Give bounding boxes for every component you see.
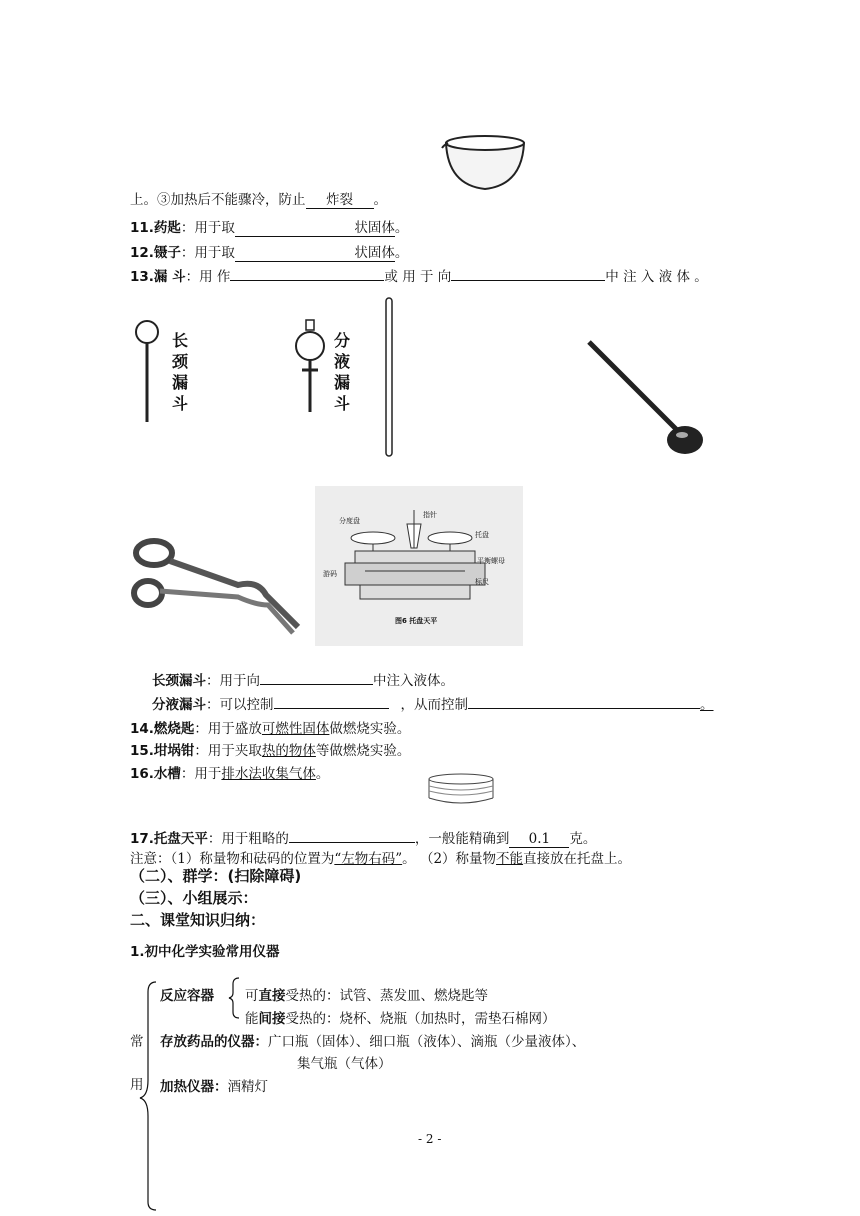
reaction-vessel-label: 反应容器 [160, 988, 214, 1004]
section-summary: 二、课堂知识归纳： [130, 911, 266, 929]
figure-caption: 图6 托盘天平 [395, 617, 438, 625]
heat-warning-line: 上。③加热后不能骤冷，防止 炸裂 。 [130, 188, 387, 209]
balance-figure [315, 486, 523, 646]
item-14: 14.燃烧匙：用于盛放可燃性固体做燃烧实验。 [130, 721, 411, 737]
small-brace [228, 976, 240, 1020]
indirect-heat-line: 能间接受热的：烧杯、烧瓶（加热时，需垫石棉网） [245, 1011, 556, 1027]
water-trough-image [427, 772, 495, 806]
subsection-instruments: 1.初中化学实验常用仪器 [130, 944, 280, 960]
item-12: 12.镊子：用于取 状固体。 [130, 241, 408, 262]
note-line: 注意：（1）称量物和砝码的位置为“左物右码”。 （2）称量物不能直接放在托盘上。 [130, 851, 632, 867]
item-17: 17.托盘天平：用于粗略的 ，一般能精确到 0.1 克。 [130, 831, 597, 847]
long-funnel-line: 长颈漏斗：用于向 中注入液体。 [152, 673, 454, 689]
side-char-1: 常 [130, 1034, 144, 1050]
glass-rod-image [384, 298, 396, 458]
direct-heat-line: 可直接受热的：试管、蒸发皿、燃烧匙等 [245, 988, 488, 1004]
heating-line: 加热仪器：酒精灯 [160, 1079, 268, 1095]
item-13: 13.漏 斗：用 作 或 用 于 向 中 注 入 液 体 。 [130, 269, 708, 285]
combustion-spoon-image [585, 338, 715, 463]
item-15: 15.坩埚钳：用于夹取热的物体等做燃烧实验。 [130, 743, 411, 759]
page-number: - 2 - [418, 1132, 442, 1146]
section-group-study: （二）、群学：(扫除障碍) [130, 867, 302, 885]
dial-label: 分度盘 [339, 517, 360, 525]
sep-funnel-line: 分液漏斗：可以控制 ，从而控制 。 [152, 697, 714, 713]
separatory-funnel-image [296, 318, 336, 418]
scale-label: 标尺 [475, 578, 489, 586]
evaporating-dish-image [440, 115, 530, 205]
storage-line: 存放药品的仪器：广口瓶（固体）、细口瓶（液体）、滴瓶（少量液体）、 [160, 1034, 586, 1050]
long-neck-funnel-image [133, 318, 173, 428]
item-16: 16.水槽：用于排水法收集气体。 [130, 766, 330, 782]
pointer-label: 指针 [423, 511, 437, 519]
pan-label: 托盘 [475, 531, 489, 539]
side-char-2: 用 [130, 1077, 144, 1093]
long-funnel-label: 长颈漏斗 [172, 331, 189, 413]
sep-funnel-label: 分液漏斗 [334, 331, 351, 413]
crucible-tongs-image [128, 535, 303, 635]
item-11: 11.药匙：用于取 状固体。 [130, 216, 408, 237]
nut-label: 平衡螺母 [477, 557, 505, 565]
storage-line-2: 集气瓶（气体） [297, 1056, 392, 1072]
section-group-show: （三）、小组展示： [130, 889, 258, 907]
answer-blank: 炸裂 [306, 188, 374, 209]
weight-label: 游码 [323, 570, 337, 578]
big-brace [138, 980, 158, 1212]
